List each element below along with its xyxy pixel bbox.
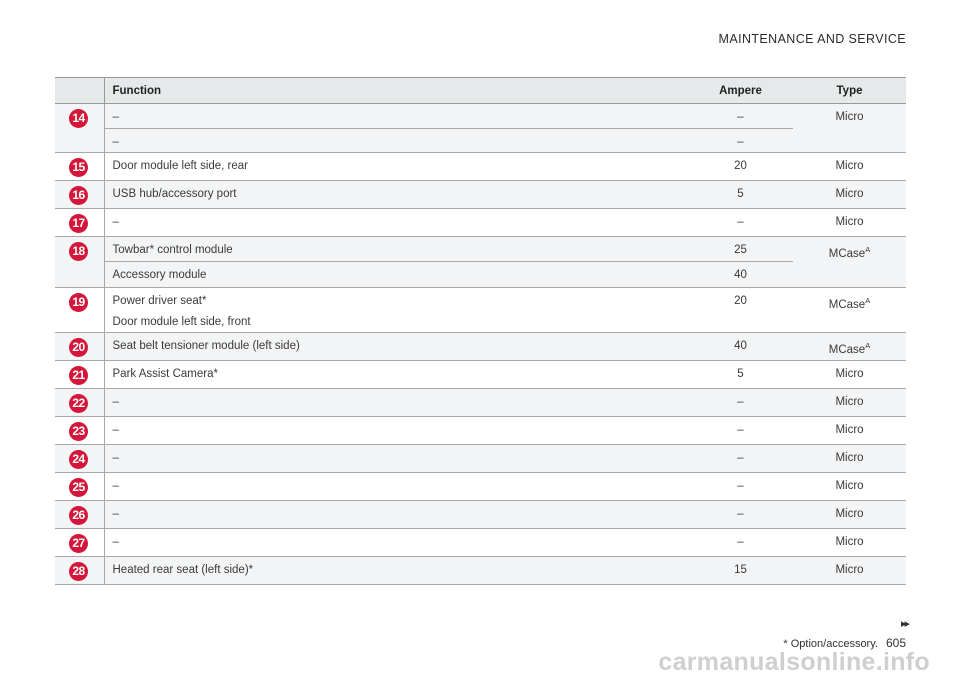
function-cell: Seat belt tensioner module (left side) bbox=[104, 333, 688, 361]
table-header-row bbox=[55, 78, 906, 104]
fuse-number-cell bbox=[55, 473, 104, 501]
fuse-number-cell bbox=[55, 445, 104, 473]
fuse-number-cell bbox=[55, 389, 104, 417]
function-cell: – bbox=[104, 209, 688, 237]
function-line-2: Door module left side, front bbox=[112, 316, 251, 328]
fuse-number-cell bbox=[55, 333, 104, 361]
ampere-cell: – bbox=[688, 389, 793, 417]
footnote-marker: A bbox=[865, 296, 871, 305]
type-cell bbox=[793, 333, 906, 361]
table-row bbox=[55, 129, 906, 153]
function-cell: – bbox=[104, 529, 688, 557]
table-row bbox=[55, 181, 906, 209]
ampere-cell: – bbox=[688, 473, 793, 501]
ampere-cell: – bbox=[688, 209, 793, 237]
type-value: MCase bbox=[828, 298, 866, 311]
type-cell: Micro bbox=[793, 501, 906, 529]
function-cell: Door module left side, rear bbox=[104, 153, 688, 181]
ampere-cell: 25 bbox=[688, 237, 793, 262]
ampere-cell: 20 bbox=[688, 288, 793, 333]
function-cell: Accessory module bbox=[104, 262, 688, 288]
fuse-number-cell bbox=[55, 529, 104, 557]
fuse-table bbox=[55, 77, 906, 585]
ampere-cell: – bbox=[688, 529, 793, 557]
fuse-number-cell bbox=[55, 237, 104, 288]
ampere-cell: – bbox=[688, 501, 793, 529]
fuse-number-cell bbox=[55, 209, 104, 237]
fuse-number-cell bbox=[55, 153, 104, 181]
table-row bbox=[55, 153, 906, 181]
footnote-marker: A bbox=[865, 245, 871, 254]
function-cell: – bbox=[104, 445, 688, 473]
type-cell: Micro bbox=[793, 389, 906, 417]
type-cell: Micro bbox=[793, 209, 906, 237]
type-cell: Micro bbox=[793, 181, 906, 209]
fuse-number-badge: 20 bbox=[69, 338, 88, 357]
table-row bbox=[55, 104, 906, 129]
ampere-cell: 40 bbox=[688, 262, 793, 288]
table-row bbox=[55, 501, 906, 529]
fuse-number-badge: 19 bbox=[69, 293, 88, 312]
type-cell bbox=[793, 237, 906, 288]
ampere-cell: – bbox=[688, 129, 793, 153]
footnote-marker: A bbox=[865, 341, 871, 350]
function-cell: Towbar* control module bbox=[104, 237, 688, 262]
page-number: 605 bbox=[885, 636, 906, 650]
type-value: MCase bbox=[828, 247, 866, 260]
header-number bbox=[55, 78, 104, 104]
ampere-cell: – bbox=[688, 445, 793, 473]
fuse-number-badge: 24 bbox=[69, 450, 88, 469]
table-row bbox=[55, 389, 906, 417]
table-row bbox=[55, 333, 906, 361]
fuse-number-badge: 16 bbox=[69, 186, 88, 205]
table-row bbox=[55, 237, 906, 262]
header-type: Type bbox=[793, 78, 906, 104]
fuse-number-badge: 27 bbox=[69, 534, 88, 553]
continue-arrows-icon: ▸▸ bbox=[900, 618, 908, 630]
fuse-number-badge: 23 bbox=[69, 422, 88, 441]
type-cell: Micro bbox=[793, 529, 906, 557]
type-cell: Micro bbox=[793, 361, 906, 389]
ampere-cell: 5 bbox=[688, 361, 793, 389]
table-row bbox=[55, 288, 906, 333]
fuse-number-badge: 28 bbox=[69, 562, 88, 581]
table-row bbox=[55, 262, 906, 288]
fuse-number-badge: 14 bbox=[69, 109, 88, 128]
type-cell: Micro bbox=[793, 473, 906, 501]
function-cell: USB hub/accessory port bbox=[104, 181, 688, 209]
fuse-number-cell bbox=[55, 361, 104, 389]
table-row bbox=[55, 361, 906, 389]
type-cell bbox=[793, 288, 906, 333]
fuse-number-badge: 21 bbox=[69, 366, 88, 385]
function-cell: – bbox=[104, 129, 688, 153]
type-cell: Micro bbox=[793, 445, 906, 473]
type-cell: Micro bbox=[793, 417, 906, 445]
ampere-cell: 15 bbox=[688, 557, 793, 585]
fuse-number-cell bbox=[55, 557, 104, 585]
function-line-1: Power driver seat* bbox=[112, 295, 207, 307]
option-note: * Option/accessory. bbox=[783, 638, 878, 650]
type-cell: Micro bbox=[793, 557, 906, 585]
function-cell bbox=[104, 288, 688, 333]
fuse-number-badge: 26 bbox=[69, 506, 88, 525]
type-cell: Micro bbox=[793, 104, 906, 153]
ampere-cell: – bbox=[688, 104, 793, 129]
fuse-number-badge: 22 bbox=[69, 394, 88, 413]
ampere-cell: 20 bbox=[688, 153, 793, 181]
function-cell: – bbox=[104, 104, 688, 129]
table-row bbox=[55, 529, 906, 557]
watermark: carmanualsonline.info bbox=[658, 648, 930, 676]
fuse-number-badge: 18 bbox=[69, 242, 88, 261]
function-cell: – bbox=[104, 501, 688, 529]
fuse-number-badge: 15 bbox=[69, 158, 88, 177]
type-cell: Micro bbox=[793, 153, 906, 181]
type-value: MCase bbox=[828, 343, 866, 356]
ampere-cell: 5 bbox=[688, 181, 793, 209]
table-row bbox=[55, 445, 906, 473]
fuse-number-cell bbox=[55, 181, 104, 209]
table-row bbox=[55, 417, 906, 445]
section-title: MAINTENANCE AND SERVICE bbox=[718, 32, 906, 46]
function-cell: – bbox=[104, 389, 688, 417]
header-ampere: Ampere bbox=[688, 78, 793, 104]
fuse-number-cell bbox=[55, 501, 104, 529]
fuse-number-badge: 25 bbox=[69, 478, 88, 497]
table-row bbox=[55, 557, 906, 585]
function-cell: Heated rear seat (left side)* bbox=[104, 557, 688, 585]
fuse-number-cell bbox=[55, 288, 104, 333]
ampere-cell: – bbox=[688, 417, 793, 445]
fuse-number-cell bbox=[55, 417, 104, 445]
table-row bbox=[55, 473, 906, 501]
table-row bbox=[55, 209, 906, 237]
fuse-number-cell bbox=[55, 104, 104, 153]
ampere-cell: 40 bbox=[688, 333, 793, 361]
function-cell: – bbox=[104, 473, 688, 501]
function-cell: Park Assist Camera* bbox=[104, 361, 688, 389]
function-cell: – bbox=[104, 417, 688, 445]
header-function: Function bbox=[104, 78, 688, 104]
fuse-number-badge: 17 bbox=[69, 214, 88, 233]
